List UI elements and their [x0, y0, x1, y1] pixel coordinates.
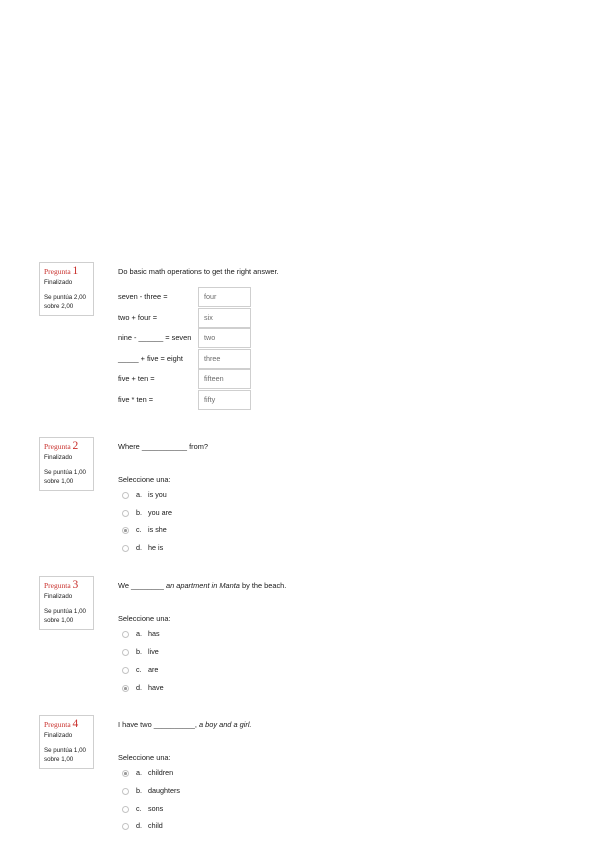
question-grade	[44, 293, 93, 311]
option-letter: d.	[136, 542, 142, 552]
answer-option-d[interactable]	[122, 682, 322, 694]
option-letter: a.	[136, 768, 142, 777]
radio-button-selected[interactable]	[122, 685, 129, 692]
match-row	[118, 349, 318, 369]
question-grade	[44, 746, 93, 764]
radio-button[interactable]	[122, 806, 129, 813]
grade-line-1: Se puntúa 1,00	[44, 747, 86, 754]
question-content	[118, 266, 548, 404]
question-label: Pregunta	[44, 267, 71, 276]
radio-button[interactable]	[122, 545, 129, 552]
question-text-part: I have two __________,	[118, 720, 199, 729]
option-text: live	[148, 647, 159, 656]
question-number-value: 2	[72, 440, 79, 452]
radio-button[interactable]	[122, 667, 129, 674]
question-number	[44, 719, 93, 730]
option-letter: b.	[136, 647, 142, 656]
question-label: Pregunta	[44, 442, 71, 451]
question-text-italic: an apartment in Manta	[165, 581, 240, 590]
question-number	[44, 441, 93, 452]
answer-option-b[interactable]	[122, 646, 322, 658]
radio-button-selected[interactable]	[122, 770, 129, 777]
grade-line-2: sobre 1,00	[44, 478, 74, 485]
question-grade	[44, 468, 93, 486]
select-prompt: Seleccione una:	[118, 475, 171, 484]
match-row	[118, 308, 318, 328]
option-letter: c.	[136, 804, 142, 813]
question-info-box	[39, 437, 94, 491]
question-label: Pregunta	[44, 720, 71, 729]
option-text: is she	[148, 525, 167, 534]
match-answer-select[interactable]: fifty	[198, 390, 251, 410]
select-prompt: Seleccione una:	[118, 614, 171, 623]
option-letter: c.	[136, 525, 142, 534]
answer-option-a[interactable]	[122, 489, 322, 501]
radio-button[interactable]	[122, 510, 129, 517]
question-number-value: 1	[72, 265, 79, 277]
answer-option-c[interactable]	[122, 803, 322, 815]
match-answer-select[interactable]: four	[198, 287, 251, 307]
question-number	[44, 266, 93, 277]
option-letter: d.	[136, 821, 142, 830]
option-text: daughters	[148, 786, 180, 795]
option-text: sons	[148, 804, 164, 813]
radio-button[interactable]	[122, 492, 129, 499]
grade-line-1: Se puntúa 2,00	[44, 294, 86, 301]
question-number	[44, 580, 93, 591]
option-letter: b.	[136, 786, 142, 795]
grade-line-2: sobre 1,00	[44, 756, 74, 763]
question-content	[118, 441, 548, 552]
question-text: Where ___________ from?	[118, 442, 208, 451]
option-text: have	[148, 683, 164, 692]
radio-button[interactable]	[122, 631, 129, 638]
match-row-label: five + ten =	[118, 374, 155, 383]
question-text-part: by the beach.	[239, 581, 287, 590]
match-row	[118, 287, 318, 307]
question-text	[118, 719, 548, 730]
option-letter: c.	[136, 665, 142, 674]
question-text-part: We ________	[118, 581, 166, 590]
question-content	[118, 580, 548, 692]
question-state: Finalizado	[44, 454, 73, 461]
question-state: Finalizado	[44, 732, 73, 739]
radio-button[interactable]	[122, 649, 129, 656]
answer-option-c[interactable]	[122, 524, 322, 536]
option-text: children	[148, 768, 174, 777]
question-info-box	[39, 576, 94, 630]
question-grade	[44, 607, 93, 625]
question-label: Pregunta	[44, 581, 71, 590]
select-prompt: Seleccione una:	[118, 753, 171, 762]
answer-option-d[interactable]	[122, 820, 322, 832]
match-row-label: seven - three =	[118, 292, 168, 301]
match-answer-select[interactable]: six	[198, 308, 251, 328]
option-letter: a.	[136, 490, 142, 499]
match-row	[118, 390, 318, 410]
question-info-box	[39, 715, 94, 769]
radio-button[interactable]	[122, 788, 129, 795]
option-letter: b.	[136, 507, 142, 517]
answer-option-b[interactable]	[122, 507, 322, 519]
question-text-italic: a boy and a girl.	[198, 720, 252, 729]
question-number-value: 3	[72, 579, 79, 591]
question-content	[118, 719, 548, 830]
option-text: child	[148, 821, 163, 830]
answer-option-a[interactable]	[122, 767, 322, 779]
option-letter: a.	[136, 629, 142, 638]
grade-line-2: sobre 2,00	[44, 303, 74, 310]
option-text: are	[148, 665, 159, 674]
radio-button[interactable]	[122, 823, 129, 830]
question-state: Finalizado	[44, 279, 73, 286]
grade-line-2: sobre 1,00	[44, 617, 74, 624]
question-info-box	[39, 262, 94, 316]
option-text: is you	[148, 490, 167, 499]
grade-line-1: Se puntúa 1,00	[44, 608, 86, 615]
match-row-label: nine - ______ = seven	[118, 333, 192, 342]
option-text: he is	[148, 542, 164, 552]
match-row	[118, 369, 318, 389]
radio-button-selected[interactable]	[122, 527, 129, 534]
match-row	[118, 328, 318, 348]
option-text: has	[148, 629, 160, 638]
question-state: Finalizado	[44, 593, 73, 600]
match-row-label: five * ten =	[118, 394, 154, 404]
question-text: Do basic math operations to get the right answer.	[118, 267, 279, 276]
answer-option-b[interactable]	[122, 785, 322, 797]
match-row-label: _____ + five = eight	[118, 353, 183, 363]
option-letter: d.	[136, 683, 142, 692]
answer-option-c[interactable]	[122, 664, 322, 676]
answer-option-a[interactable]	[122, 628, 322, 640]
match-row-label: two + four =	[118, 312, 158, 322]
question-number-value: 4	[72, 718, 79, 730]
answer-option-d[interactable]	[122, 542, 322, 554]
question-text	[118, 580, 548, 591]
option-text: you are	[148, 507, 172, 517]
match-answer-select[interactable]: fifteen	[198, 369, 251, 389]
match-answer-select[interactable]: three	[198, 349, 251, 369]
grade-line-1: Se puntúa 1,00	[44, 469, 86, 476]
match-answer-select[interactable]: two	[198, 328, 251, 348]
